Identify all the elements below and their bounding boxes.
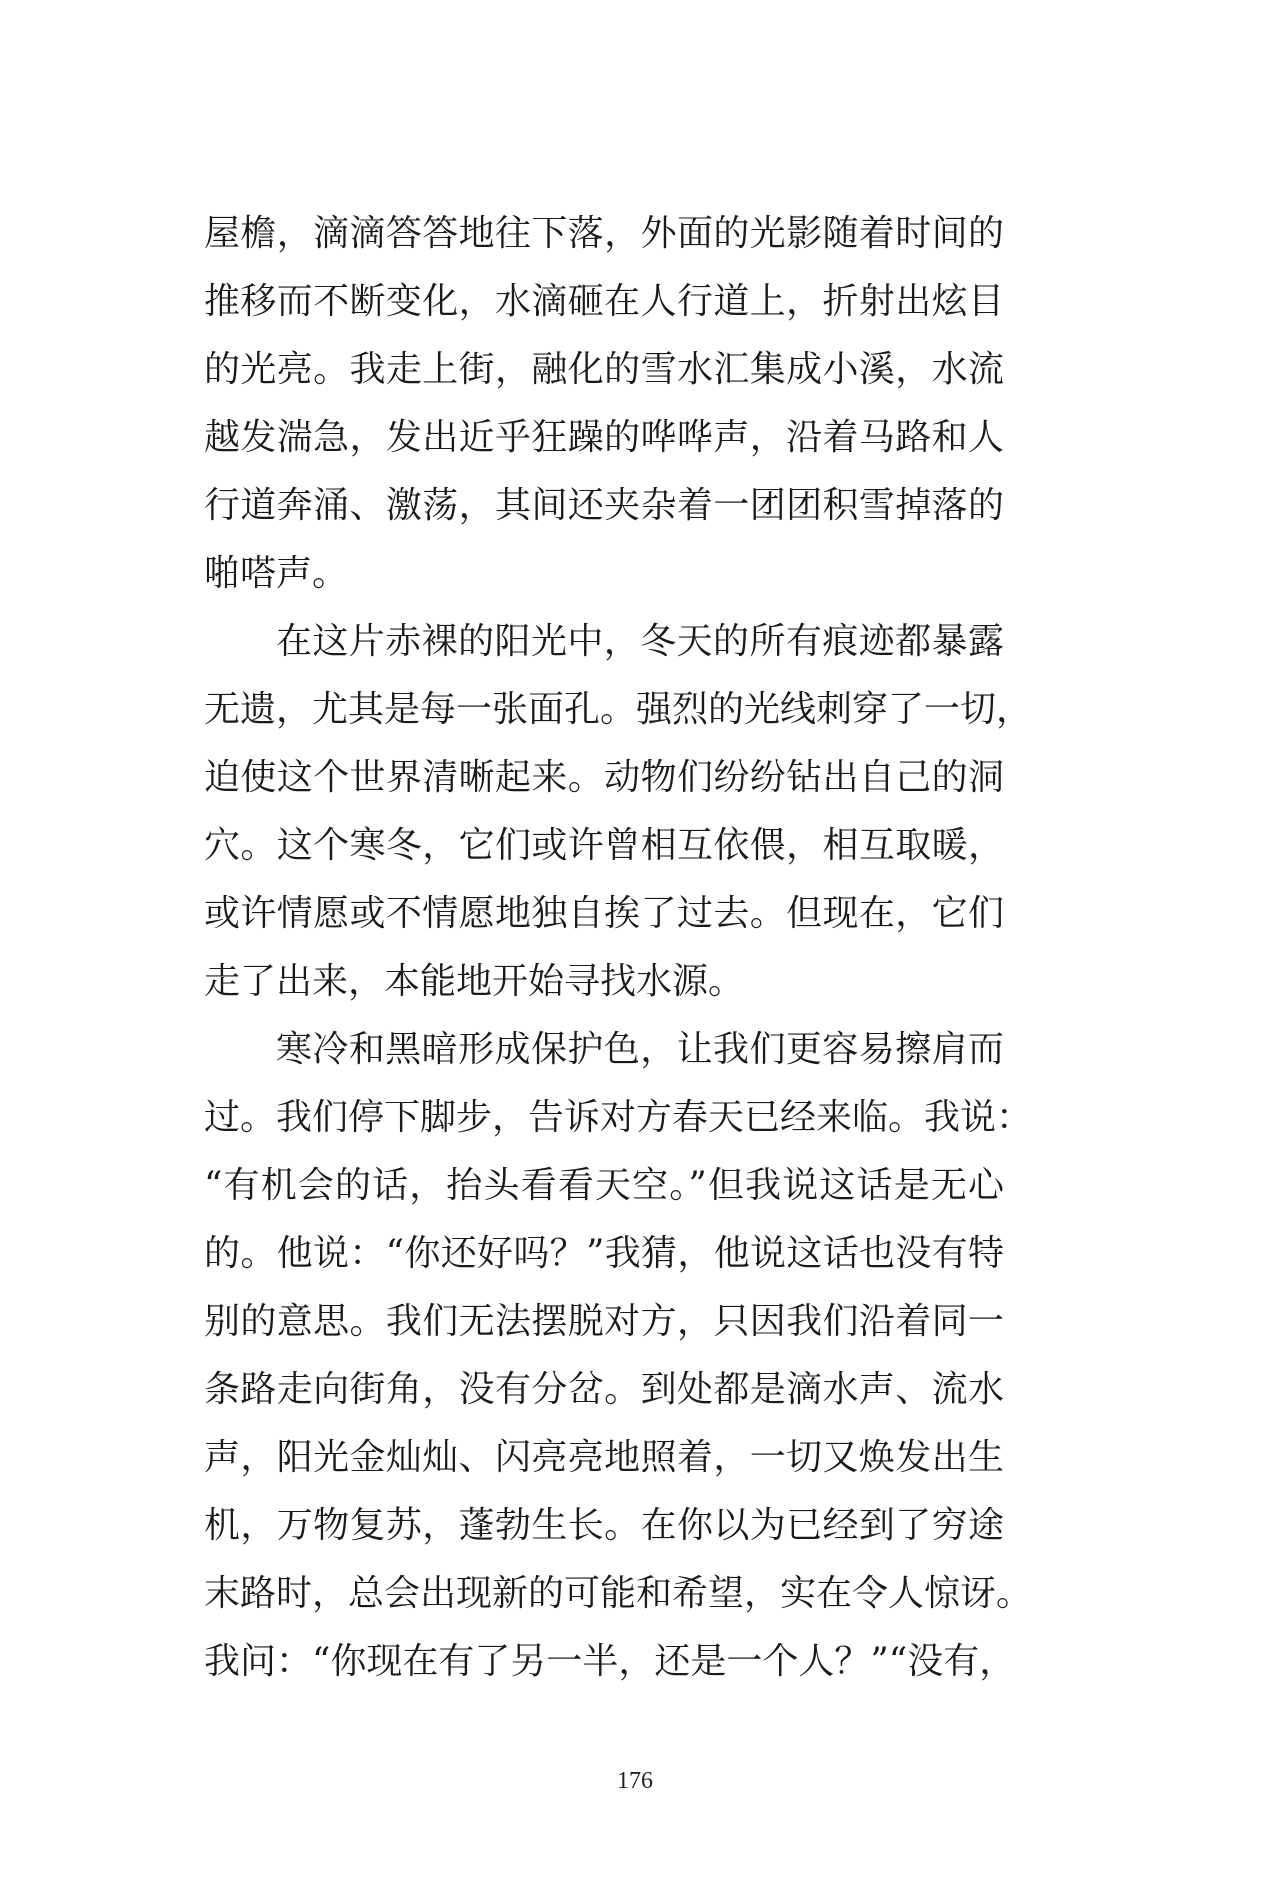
text-line: 条路走向街角，没有分岔。到处都是滴水声、流水 [204,1369,1004,1410]
text-line: 穴。这个寒冬，它们或许曾相互依偎，相互取暖， [204,825,1004,866]
page-number: 176 [617,1768,653,1794]
text-line: 过。我们停下脚步，告诉对方春天已经来临。我说： [204,1097,1033,1138]
text-line: 无遗，尤其是每一张面孔。强烈的光线刺穿了一切， [204,689,1033,730]
text-line: 屋檐，滴滴答答地往下落，外面的光影随着时间的 [204,213,1004,254]
text-line: 机，万物复苏，蓬勃生长。在你以为已经到了穷途 [204,1505,1004,1546]
body-text [204,200,1033,1696]
text-line: 啪嗒声。 [204,553,349,594]
text-line: 迫使这个世界清晰起来。动物们纷纷钻出自己的洞 [204,757,1004,798]
text-line: 推移而不断变化，水滴砸在人行道上，折射出炫目 [204,281,1004,322]
text-line: “有机会的话，抬头看看天空。”但我说这话是无心 [204,1165,1004,1206]
text-line: 别的意思。我们无法摆脱对方，只因我们沿着同一 [204,1301,1004,1342]
text-line: 末路时，总会出现新的可能和希望，实在令人惊讶。 [204,1573,1033,1614]
text-line: 越发湍急，发出近乎狂躁的哗哗声，沿着马路和人 [204,417,1004,458]
text-line: 或许情愿或不情愿地独自挨了过去。但现在，它们 [204,893,1004,934]
text-line: 的光亮。我走上街，融化的雪水汇集成小溪，水流 [204,349,1004,390]
text-line: 声，阳光金灿灿、闪亮亮地照着，一切又焕发出生 [204,1437,1004,1478]
text-line: 走了出来，本能地开始寻找水源。 [204,961,745,1002]
text-line: 在这片赤裸的阳光中，冬天的所有痕迹都暴露 [276,621,1004,662]
text-line: 行道奔涌、激荡，其间还夹杂着一团团积雪掉落的 [204,485,1004,526]
text-line: 我问：“你现在有了另一半，还是一个人？”“没有， [204,1641,1016,1682]
text-line: 的。他说：“你还好吗？”我猜，他说这话也没有特 [204,1233,1004,1274]
text-line: 寒冷和黑暗形成保护色，让我们更容易擦肩而 [276,1029,1004,1070]
